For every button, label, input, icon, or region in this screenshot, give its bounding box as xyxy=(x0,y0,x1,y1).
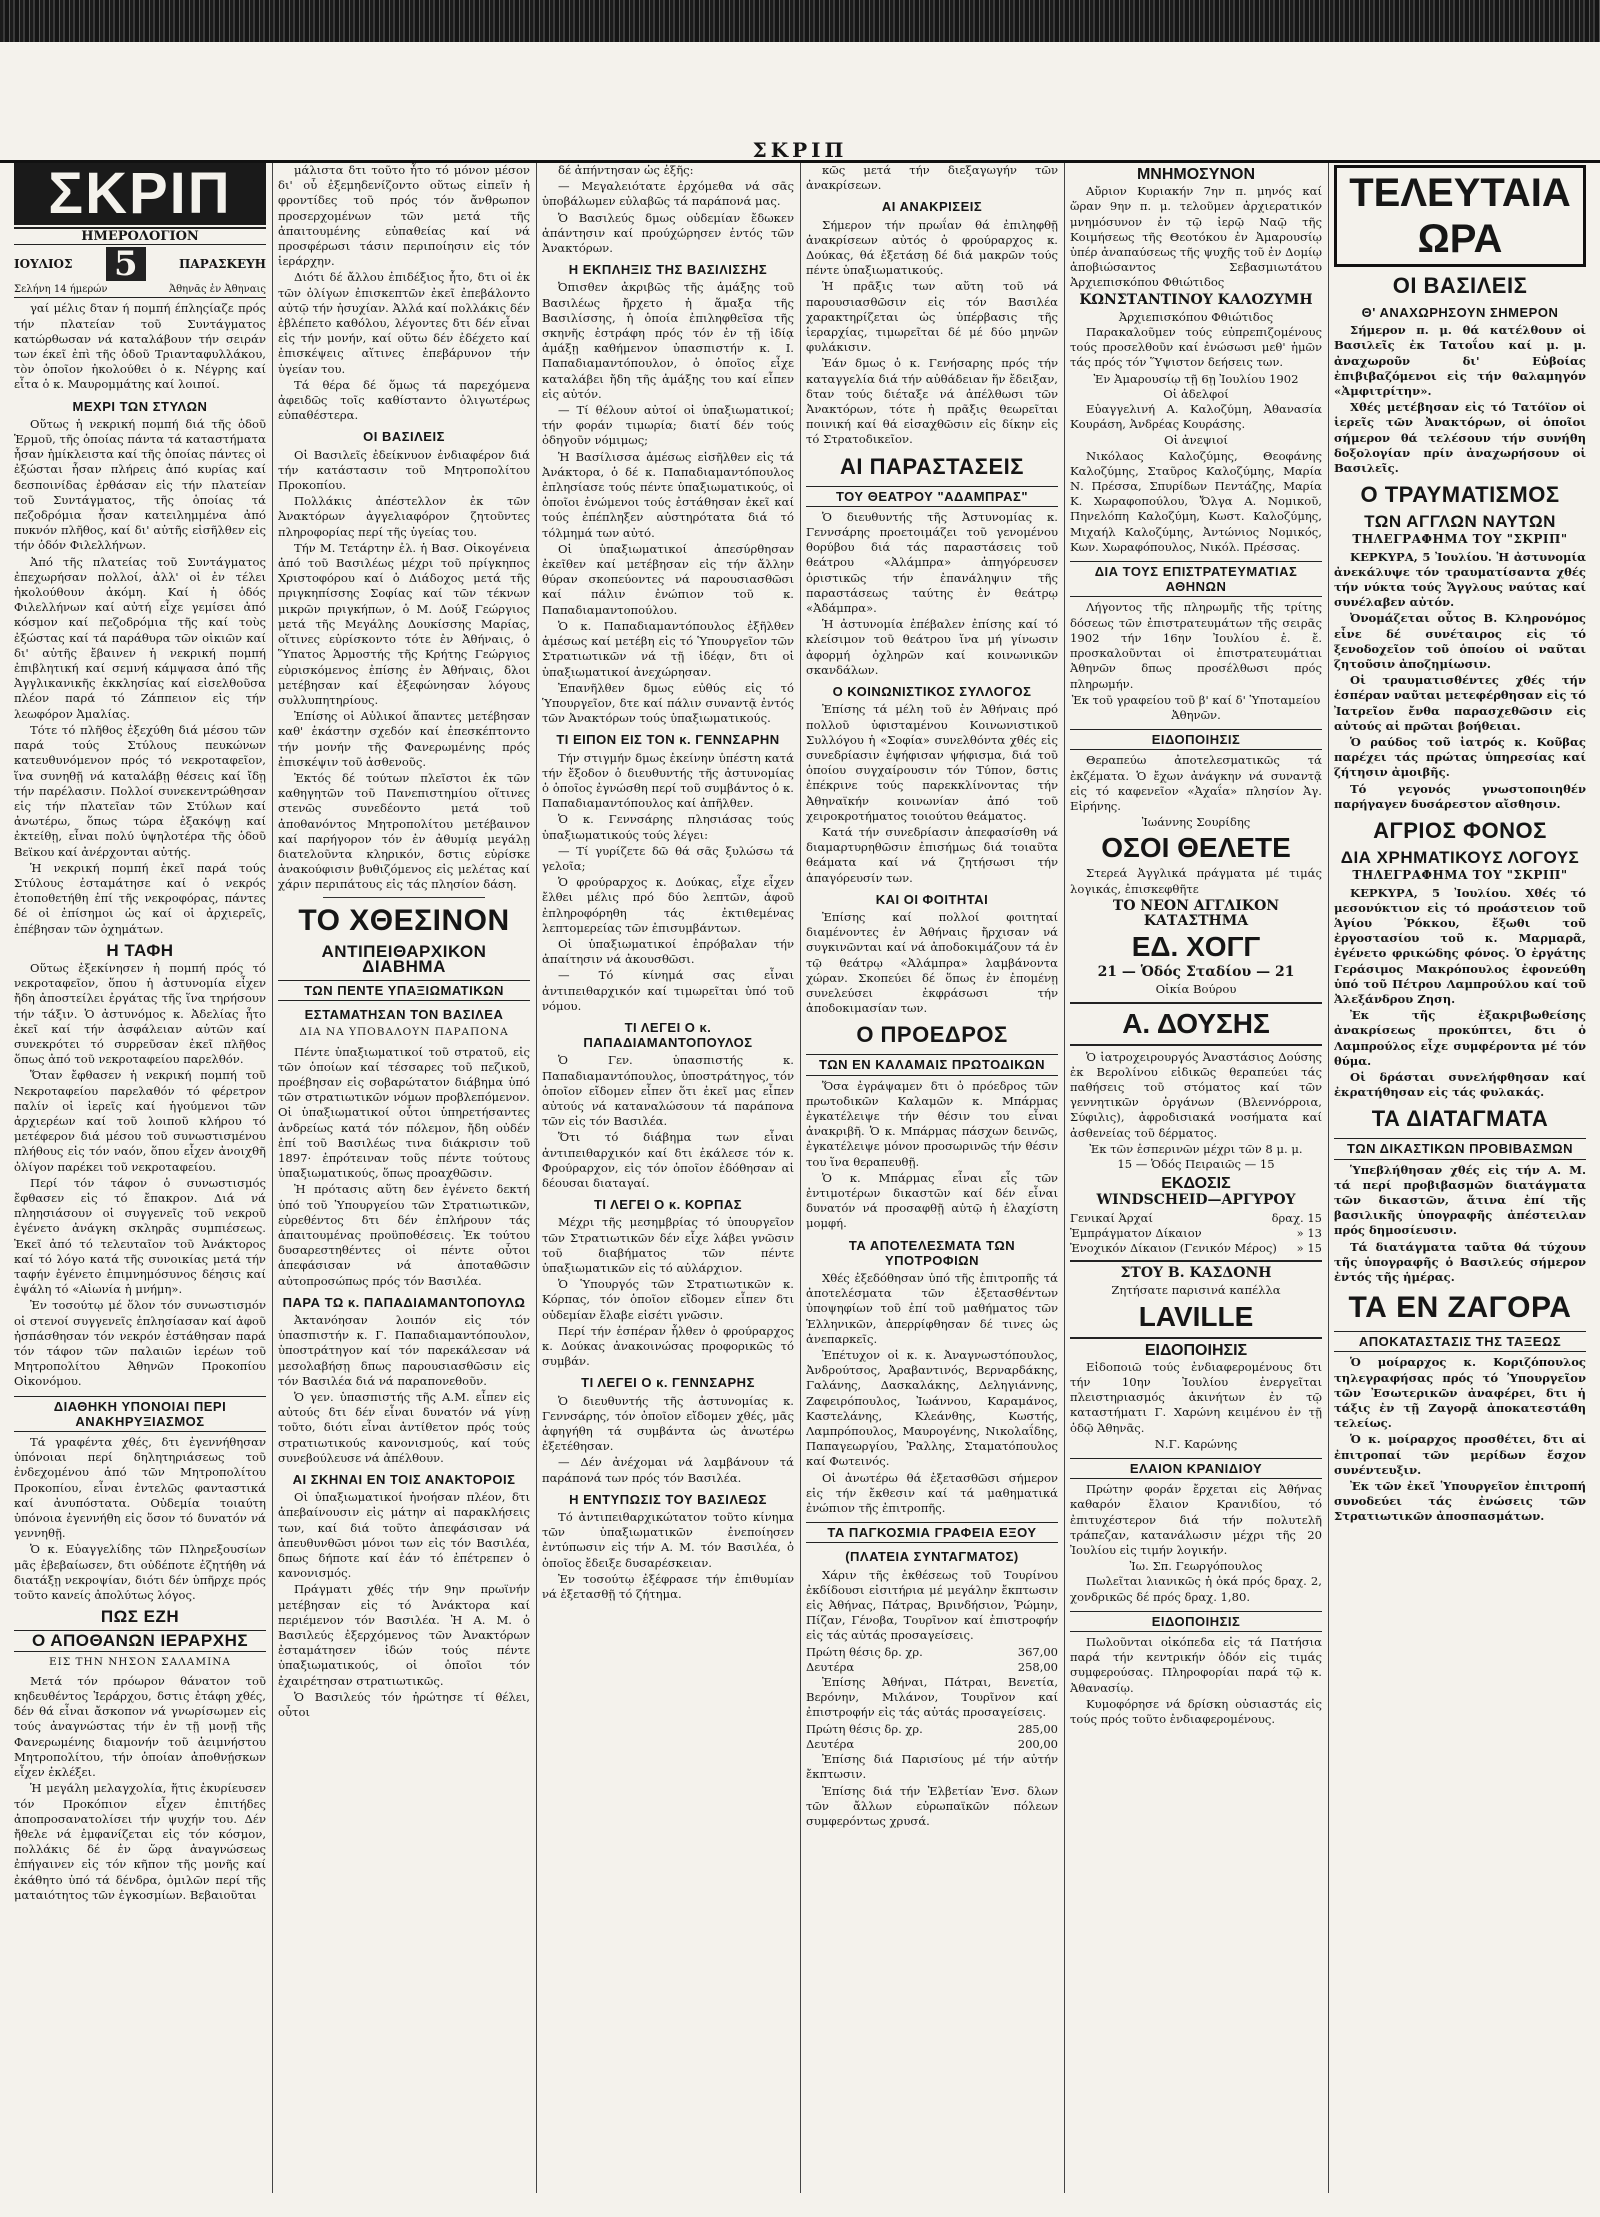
headline-sub-2: ΔΙΑ ΝΑ ΥΠΟΒΑΛΟΥΝ ΠΑΡΑΠΟΝΑ xyxy=(299,1026,509,1039)
section-heading: ΤΙ ΛΕΓΕΙ Ο κ. ΠΑΠΑΔΙΑΜΑΝΤΟΠΟΥΛΟΣ xyxy=(583,1019,753,1051)
section-heading: ΑΙ ΠΑΡΑΣΤΑΣΕΙΣ xyxy=(840,453,1024,479)
article-paragraph: Ἡ Βασίλισσα ἀμέσως εἰσῆλθεν εἰς τά Ἀνάκτορα, ὁ δέ κ. Παπαδιαμαντόπουλος ἐπλησίασε τούς πέντε ὑπαξιωματικούς, οἱ ὁποῖοι ἐνώμενοι τούς ἐστάθησαν ἐκεῖ καί τούς ἐπέπληξεν αὐστηρότατα διά τό τόλμημά των αὐτό. xyxy=(542,449,794,540)
article-paragraph: Οἱ τραυματισθέντες χθές τήν ἑσπέραν ναῦται μετεφέρθησαν εἰς τό Ἰατρεῖον ἔνθα παρασχεθῶσιν εἰς αὐτούς αἱ πρῶται βοήθειαι. xyxy=(1334,673,1586,733)
cable-label: ΤΗΛΕΓΡΑΦΗΜΑ ΤΟΥ "ΣΚΡΙΠ" xyxy=(1352,868,1568,883)
article-paragraph: Πράγματι χθές τήν 9ην πρωϊνήν μετέβησαν εἰς τό Ἀνάκτορα καί περιέμενον τόν Βασιλέα. Ἠ Α. Μ. ὁ Βασιλεύς ἐξερχόμενος τῶν Ἀνακτόρων ἐσταμάτησεν ἰδών τούς πέντε ὑπαξιωματικούς, οἱ ὁποῖοι τόν ἐχαιρέτησαν στρατιωτικῶς. xyxy=(278,1582,530,1688)
ad-address: 21 — Ὁδός Σταδίου — 21 xyxy=(1097,964,1295,981)
price-row xyxy=(1070,1226,1322,1241)
running-title: ΣΚΡΙΠ xyxy=(752,138,848,162)
ad-signature-label: Οἱ ἀνεψιοί xyxy=(1164,433,1228,448)
ad-text: Κυμοφόρησε νά δρίσκη οὐσιαστάς εἰς τούς πρός τοῦτο ἐνδιαφερομένους. xyxy=(1070,1696,1322,1727)
ad-name: ΚΩΝΣΤΑΝΤΙΝΟΥ ΚΑΛΟΖΥΜΗ xyxy=(1079,291,1313,308)
column-4 xyxy=(806,163,1058,2193)
price-label: Ἐμπράγματον Δίκαιον xyxy=(1070,1225,1202,1240)
column-2 xyxy=(278,163,530,2193)
ad-heading: ΜΝΗΜΟΣΥΝΟΝ xyxy=(1136,166,1256,183)
article-paragraph: Ὁ μοίραρχος κ. Κοριζόπουλος τηλεγραφήσας πρός τό Ὑπουργεῖον τῶν Ἐσωτερικῶν ἀναφέρει, δτι ἡ τάξις ἐν τῇ Ζαγορᾷ ἀποκατεστάθη τελείως. xyxy=(1334,1355,1586,1431)
article-paragraph: Διότι δέ ἄλλου ἐπιδέξιος ἦτο, δτι οἱ ἐκ τῶν ὀλίγων ἐπισκεπτῶν ἐκεῖ ἐπεβάλοντο αὐτῷ τήν ἡσυχίαν. Ἀλλά καί πολλάκις δέν ἐβλέπετο καθόλου, λέγοντες δτι δέν εἶναι εἰς τήν μονήν, καί οὕτω δέν ἐδέχετο καί ἐπισκέψεις αἵτινες ἐπεβάρυνον τήν ὑγείαν του. xyxy=(278,270,530,376)
section-heading: ΤΙ ΛΕΓΕΙ Ο κ. ΚΟΡΠΑΣ xyxy=(593,1197,743,1213)
article-paragraph: Περί τήν ἑσπέραν ἦλθεν ὁ φρούραρχος κ. Δούκας ἀνακοινώσας προφορικῶς τό συμβάν. xyxy=(542,1323,794,1369)
page-header xyxy=(0,138,1600,163)
column-rule xyxy=(536,163,537,2193)
article-paragraph: Ἐπίσης καί πολλοί φοιτηταί διαμένοντες ἐν Ἀθήναις ἤρχισαν νά συγκινῶνται καί νά ἀποδοκιμάζουν τά ἐν τῷ θεάτρῳ «Ἀλάμπρα» λαμβάνοντα χώραν. Σκοπεύει δέ ὅπως ἐν ἐπομένῃ συνελεύσει ἐκφράσωσι τήν ἀποδοκιμασίαν των. xyxy=(806,909,1058,1016)
article-paragraph: Ἐπίσης οἱ Αὐλικοί ἅπαντες μετέβησαν καθ' ἑκάστην σχεδόν καί ἐπεσκέπτοντο τήν μονήν τῆς Φανερωμένης πρός ἐπισκέψιν τοῦ ἀσθενοῦς. xyxy=(278,709,530,769)
article-paragraph: Τήν στιγμήν δμως ἐκείνην ὑπέστη κατά τήν ἔξοδον ὁ διευθυντής τῆς ἀστυνομίας ὁ ὁποῖος ἐγνώσθη περί τοῦ συμβάντος ὁ κ. Παπαδιαμαντόπουλος καί ἀπῆλθεν. xyxy=(542,750,794,811)
article-paragraph: Ὁ κ. μοίραρχος προσθέτει, δτι αἱ ἐπιτροπαί τῶν μερίδων ἔσχον συνέντευξιν. xyxy=(1334,1432,1586,1477)
article-paragraph: κῶς μετά τήν διεξαγωγήν τῶν ἀνακρίσεων. xyxy=(806,163,1058,193)
divider xyxy=(323,897,484,898)
article-paragraph: Ὑπεβλήθησαν χθές εἰς τήν Α. Μ. τά περί προβιβασμῶν διατάγματα τῶν δικαστῶν, ἅτινα ἐπί τῆς βασιλικῆς ὑπογραφῆς ἀπέστειλαν πρός δημοσίευσιν. xyxy=(1334,1162,1586,1238)
ad-role: Ἀρχιεπισκόπου Φθιώτιδος xyxy=(1118,309,1274,324)
article-paragraph: Ἐπανῆλθεν δμως εὐθύς εἰς τό Ὑπουργεῖον, δτε καί πάλιν συναντᾷ ἐντός τῶν Ἀνακτόρων τούς ὑπαξιωματικούς. xyxy=(542,680,794,726)
article-paragraph: Χθές ἐξεδόθησαν ὑπό τῆς ἐπιτροπῆς τά ἀποτελέσματα τῶν ἐξετασθέντων ὑποψηφίων τοῦ ἐπί τοῦ μαθήματος τῶν Ἑλληνικῶν, ἀπερρίφθησαν δέ τινες ὡς ἀνεπαρκεῖς. xyxy=(806,1271,1058,1346)
article-paragraph: Ὁ Ὑπουργός τῶν Στρατιωτικῶν κ. Κόρπας, τόν ὁποῖον εἴδομεν εἶπεν δτι οὐδεμίαν ἔλαβε εἰσέτι γνῶσιν. xyxy=(542,1277,794,1322)
scan-top-band xyxy=(0,0,1600,42)
article-paragraph: — Τί γυρίζετε δῶ θά σᾶς ξυλώσω τά γελοῖα; xyxy=(542,843,794,873)
cable-label: ΤΗΛΕΓΡΑΦΗΜΑ ΤΟΥ "ΣΚΡΙΠ" xyxy=(1352,532,1568,547)
section-heading: ΑΓΡΙΟΣ ΦΟΝΟΣ xyxy=(1373,818,1547,844)
article-paragraph: Οἱ ὑπαξιωματικοί ἐπρόβαλαν τήν ἀπαίτησιν νά ἀκουσθῶσι. xyxy=(542,936,794,967)
ad-heading: ΕΙΔΟΠΟΙΗΣΙΣ xyxy=(1144,1341,1248,1359)
article-paragraph: Σήμερον τήν πρωΐαν θά ἐπιληφθῇ ἀνακρίσεων αὐτός ὁ φρούραρχος κ. Δούκας, θά ἐξετάσῃ δέ διά μακρῶν τούς πέντε ὑπαξιωματικούς. xyxy=(806,217,1058,278)
section-heading: ΤΙ ΛΕΓΕΙ Ο κ. ΓΕΝΝΣΑΡΗΣ xyxy=(581,1375,755,1391)
price-label: Ἐνοχικόν Δίκαιον (Γενικόν Μέρος) xyxy=(1070,1240,1277,1255)
article-paragraph: Ἡ ἀστυνομία ἐπέβαλεν ἐπίσης καί τό κλείσιμον τοῦ θεάτρου ἵνα μή γίνωσιν ἀφορμή ὀχληρῶν καί κοινωνικῶν σκανδάλων. xyxy=(806,617,1058,677)
price-value: δραχ. 15 xyxy=(1271,1210,1322,1225)
fare-value: 367,00 xyxy=(1017,1644,1058,1659)
section-heading: ΜΕΧΡΙ ΤΩΝ ΣΤΥΛΩΝ xyxy=(72,398,208,414)
section-heading: ΚΑΙ ΟΙ ΦΟΙΤΗΤΑΙ xyxy=(875,891,989,907)
article-paragraph: Μέχρι τῆς μεσημβρίας τό ὑπουργεῖον τῶν Στρατιωτικῶν δέν εἶχε λάβει γνῶσιν τοῦ διαβήματος τῶν πέντε ὑπαξιωματικῶν εἰς τό αὐλάρχιον. xyxy=(542,1215,794,1276)
section-heading: Ο ΚΟΙΝΩΝΙΣΤΙΚΟΣ ΣΥΛΛΟΓΟΣ xyxy=(832,684,1032,700)
article-paragraph: δέ ἀπήντησαν ὡς ἑξῆς: xyxy=(558,163,694,177)
ad-building: Οἰκία Βούρου xyxy=(1155,982,1237,997)
lunar-right: Ἀθηνᾶς ἐν Ἀθηναις xyxy=(168,284,266,296)
column-1 xyxy=(14,163,266,2193)
ad-box xyxy=(1070,1260,1322,1338)
article-paragraph: Οἱ ὑπαξιωματικοί ἀπεσύρθησαν ἐκεῖθεν καί μετέβησαν εἰς τήν ἄλλην θύραν σκοπεύοντες νά παρουσιασθῶσι καί πάλιν ἐνώπιον τοῦ κ. Παπαδιαμαντοπούλου. xyxy=(542,541,794,617)
column-rule xyxy=(1064,163,1065,2193)
fare-value: 200,00 xyxy=(1017,1736,1058,1751)
ad-text: Ζητήσατε παρισινά καπέλλα xyxy=(1111,1283,1281,1298)
ad-text: Αὔριον Κυριακήν 7ην π. μηνός καί ὥραν 9ην π. μ. τελοῦμεν ἀρχιερατικόν μνημόσυνον ἐν τῷ ἱερῷ Ναῷ τῆς Κοιμήσεως τῆς Θεοτόκου ἐν Ἀμαρουσίῳ ὑπέρ ἀναπαύσεως τῆς ψυχῆς τοῦ ἐν Δομίῳ ἀποβιώσαντος Σεβασμιωτάτου Ἀρχιεπισκόπου Φθιώτιδος xyxy=(1070,184,1322,290)
article-paragraph: μάλιστα δτι τοῦτο ἦτο τό μόνον μέσον δι' οὗ ἐξεμηδενίζοντο οὕτως εἰπεῖν ἡ φροντίδες τοῦ πρός τόν ἄνθρωπον προσερχομένων τῶν μετά τῆς ἀπαιτουμένης εὐπαθείας καί νά προσφέρωσι τάσιν περιποίησιν εἰς τόν ἱεράρχην. xyxy=(278,163,530,269)
article-paragraph: Ἐπίσης τά μέλη τοῦ ἐν Ἀθήναις πρό πολλοῦ ὑφισταμένου Κοινωνιστικοῦ Συλλόγου ἡ «Σοφία» συνελθόντα χθές εἰς συνεδρίασιν ἐψήφισαν ψήφισμα, διά τοῦ ὁποίου συγχαίρουσιν τόν Τύπον, δστις ἐπέκρινε τούς παρεκκλίνοντας τήν Ἀθηναϊκήν κοινωνίαν ἀπό τοῦ χειροκροτήματος τοιούτου θεάματος. xyxy=(806,702,1058,823)
column-3 xyxy=(542,163,794,2193)
article-paragraph: Οἱ Βασιλεῖς ἐδείκνυον ἐνδιαφέρον διά τήν κατάστασιν τοῦ Μητροπολίτου Προκοπίου. xyxy=(278,447,530,493)
article-paragraph: Ἡ πρᾶξις των αὕτη τοῦ νά παρουσιασθῶσιν εἰς τόν Βασιλέα χαρακτηρίζεται ὡς ὑπέρβασις τῆς ἱεραρχίας, τιμωρεῖται δέ μέ δύο μηνῶν φυλάκισιν. xyxy=(806,279,1058,355)
ad-text: Νικόλαος Καλοζύμης, Θεοφάνης Καλοζύμης, Σταῦρος Καλοζύμης, Μαρία Ν. Πρέσσα, Σπυρίδων Πεντάζης, Μαρία Κ. Χωραφοπούλου, Ὄλγα Α. Νομικοῦ, Πηνελόπη Καλοζύμη, Κωστ. Καλοζύμης, Μιχαήλ Καλοζύμης, Ἀντώνιος Νομικός, Κων. Χωραφόπουλος, Νικόλ. Πρέσσας. xyxy=(1070,448,1322,554)
price-row xyxy=(1070,1211,1322,1226)
section-heading: ΑΙ ΣΚΗΝΑΙ ΕΝ ΤΟΙΣ ΑΝΑΚΤΟΡΟΙΣ xyxy=(292,1472,516,1488)
article-paragraph: Τά γραφέντα χθές, δτι ἐγεννήθησαν ὑπόνοιαι περί δηλητηριάσεως τοῦ ἐνδεχομένου ἀπό τῶν Μητροπολίτου Προκοπίου, εἶναι ἐντελῶς φανταστικά καί ἀνυπόστατα. Οὐδεμία τοιαύτη ὑπόνοια ἐγεννήθη εἰς ὅσον τό δυνατόν νά γεννηθῇ. xyxy=(14,1435,266,1541)
article-paragraph: Ὁ κ. Μπάρμας εἶναι εἷς τῶν ἐντιμοτέρων δικαστῶν καί δέν εἶναι δυνατόν νά προσαφθῇ αὐτῷ ἡ ἐλαχίστη μομφή. xyxy=(806,1170,1058,1231)
section-heading-2: ΤΩΝ ΔΙΚΑΣΤΙΚΩΝ ΠΡΟΒΙΒΑΣΜΩΝ xyxy=(1334,1138,1586,1159)
article-paragraph: Ἐκτός δέ τούτων πλεῖστοι ἐκ τῶν καθηγητῶν τοῦ Πανεπιστημίου οἵτινες στενῶς συνεδέοντο μετά τοῦ ἀποθανόντος Μητροπολίτου μετέβαινον καί παρήγορον τόν ἐν ἀθυμίᾳ μεγάλῃ διατελοῦντα κληρικόν, δστις εὑρίσκε ἀνακούφισιν βυθιζόμενος εἰς μελέτας καί χάριν περιπάτους εἰς τάς πλησίον δάση. xyxy=(278,770,530,892)
ad-text: Εὐαγγελινή Α. Καλοζύμη, Ἀθανασία Κουράση, Ἀνδρέας Κουράσης. xyxy=(1070,402,1322,432)
ad-text: Στερεά Ἀγγλικά πράγματα μέ τιμάς λογικάς, ἐπισκεφθῆτε xyxy=(1070,866,1322,896)
fare-value: 258,00 xyxy=(1017,1659,1058,1674)
price-row xyxy=(1070,1241,1322,1256)
article-paragraph: Ὅταν ἔφθασεν ἡ νεκρική πομπή τοῦ Νεκροταφείου παρελαθόν τό φέρετρον παλίν οἱ ἱερεῖς καί ἡγούμενοι τῶν ἀρχιερέων καί τοῦ λοιποῦ κλήρου τό μετέφερον διά μέσου τοῦ συνωστισμένου πλήθους εἰς τόν ναόν, ὅπου εἶχεν ἀνοιχθῆ ὀλίγον παρέκει τοῦ νεκροταφείου. xyxy=(14,1068,266,1174)
ad-heading: ΣΤΟΥ Β. ΚΑΣΔΟΝΗ xyxy=(1120,1265,1272,1282)
ad-box xyxy=(1070,1002,1322,1046)
section-heading: Ο ΑΠΟΘΑΝΩΝ ΙΕΡΑΡΧΗΣ xyxy=(14,1630,266,1651)
fare-row xyxy=(806,1660,1058,1675)
ad-signature: Ἰω. Σπ. Γεωργόπουλος xyxy=(1129,1559,1263,1574)
fare-label: Δευτέρα xyxy=(806,1736,855,1751)
column-rule xyxy=(272,163,273,2193)
lunar-left: Σελήνη 14 ήμερών xyxy=(14,284,108,296)
article-paragraph: Οἱ ἀνωτέρω θά ἐξετασθῶσι σήμερον εἰς τήν ἔκθεσιν καί τά μαθηματικά ἐνώπιον τῆς ἐπιτροπῆς. xyxy=(806,1470,1058,1516)
article-paragraph: Ὁ Βασιλεύς τόν ἠρώτησε τί θέλει, οὗτοι xyxy=(278,1689,530,1720)
article-paragraph: Τότε τό πλῆθος ἐξεχύθη διά μέσου τῶν παρά τούς Στύλους πευκώνων κατευθυνόμενον πρός τό νεκροταφεῖον, ἵνα συνηθῇ νά καταλάβῃ θέσεις καί ἴδῃ τήν παρέλασιν. Πολλοί συνεκεντρώθησαν εἰς τήν πλατεῖαν τῶν Στύλων καί ἀνωτέρω, ὅπως τώρα ἐξακόψῃ καί ἐκτείθῃ, εἶναι πολύ ὑψηλοτέρα τῆς ὁδοῦ Βεϊκου καί ἀνέρχονται αὐτής. xyxy=(14,722,266,859)
article-paragraph: Ὅσα ἐγράψαμεν δτι ὁ πρόεδρος τῶν πρωτοδικῶν Καλαμῶν κ. Μπάρμας ἐγκατέλειψε τήν θέσιν του εἶναι ἀνακριβῆ. Ὁ κ. Μπάρμας πάσχων δεινῶς, ἐγκατέλειψε μόνον προσωρινῶς τήν θέσιν του ἵνα θεραπευθῇ. xyxy=(806,1078,1058,1169)
section-heading: ΔΙΑΘΗΚΗ ΥΠΟΝΟΙΑΙ ΠΕΡΙ ΑΝΑΚΗΡΥΞΙΑΣΜΟΣ xyxy=(14,1396,266,1432)
section-heading: ΤΟΥ ΘΕΑΤΡΟΥ "ΑΔΑΜΠΡΑΣ" xyxy=(806,486,1058,507)
article-paragraph: — Τό κίνημά σας εἶναι ἀντιπειθαρχικόν καί τιμωρεῖται ὑπό τοῦ νόμου. xyxy=(542,968,794,1013)
fare-label: Δευτέρα xyxy=(806,1659,855,1674)
article-paragraph: Ἐκ τῶν ἐκεῖ Ὑπουργεῖον ἐπιτροπή συνοδεύει τάς ἐνώσεις τῶν Στρατιωτικῶν ἀποσπασμάτων. xyxy=(1334,1479,1586,1524)
article-paragraph: Μετά τόν πρόωρον θάνατον τοῦ κηδευθέντος Ἱεράρχου, δστις ἐτάφη χθές, δέν θά εἶναι ἄσκοπον νά γνωρίσωμεν εἰς τούς ἀναγνώστας τήν ἐν τῇ μονῇ τῆς Φανερωμένης διαμονήν τοῦ ἀειμνήστου Μητροπολίτου, τήν ὁποίαν ἀποθνῄσκων εἶχεν ἐκλέξει. xyxy=(14,1673,266,1780)
fare-value: 285,00 xyxy=(1017,1721,1058,1736)
ad-heading-2: WINDSCHEID—ΑΡΓΥΡΟΥ xyxy=(1096,1192,1296,1209)
fare-row xyxy=(806,1645,1058,1660)
section-heading: ΤΑ ΕΝ ΖΑΓΟΡΑ xyxy=(1348,1291,1572,1325)
headline: ΤΟ ΧΘΕΣΙΝΟΝ xyxy=(298,903,510,937)
section-subheading: Θ' ΑΝΑΧΩΡΗΣΟΥΝ ΣΗΜΕΡΟΝ xyxy=(1361,305,1559,320)
ad-shop-name: ΕΔ. ΧΟΓΓ xyxy=(1131,931,1261,963)
section-heading: ΠΩΣ ΕΖΗ xyxy=(100,1607,180,1627)
article-paragraph: Ὁ Βασιλεύς δμως οὐδεμίαν ἔδωκεν ἀπάντησιν καί προύχώρησεν ἐντός τῶν Ἀνακτόρων. xyxy=(542,210,794,256)
column-rule xyxy=(1328,163,1329,2193)
article-paragraph: Ἐπέτυχον οἱ κ. κ. Ἀναγνωστόπουλος, Ἀνδρούτσος, Ἀραβαντινός, Βερναρδάκης, Γαλάνης, Δασκαλάκης, Δεληγιάννης, Ζαφειρόπουλος, Ἰωάννου, Καραμάνος, Καστελάνης, Κλεάνθης, Κωστής, Λαμπρόπουλος, Μαυρογένης, Νικολαΐδης, Παπαγεωργίου, Ῥαλλης, Σταματόπουλος καί Φωτεινός. xyxy=(806,1348,1058,1469)
ad-text: Πωλεῖται λιανικῶς ἡ ὀκά πρός δραχ. 2, χονδρικῶς δέ πρός δραχ. 1,80. xyxy=(1070,1574,1322,1604)
article-paragraph: Ὀπισθεν ἀκριβῶς τῆς ἁμάξης τοῦ Βασιλέως ἤρχετο ἡ ἅμαξα τῆς Βασιλίσσης, ἡ ὁποία ἐπιληφθεῖσα τῆς σκηνῆς ἐστράφη πρός τόν ἐν τῇ ἰδίᾳ ἁμάξῃ καθήμενον ὑπασπιστήν κ. Ι. Παπαδιαμαντόπουλον, ὁ ὁποῖος εἶχε καταλάβει ἤδη τῆς ἁμάξης του καί εἶπεν εἰς αὐτόν. xyxy=(542,280,794,401)
fare-row xyxy=(806,1722,1058,1737)
price-value: » 15 xyxy=(1296,1240,1322,1255)
article-paragraph: Ἐπίσης Ἀθήναι, Πάτραι, Βενετία, Βερόνην, Μιλάνον, Τουρῖνον καί ἐπιστροφήν εἰς τάς αὐτάς προσαγείσεις. xyxy=(806,1675,1058,1720)
ad-heading: ΟΣΟΙ ΘΕΛΕΤΕ xyxy=(1101,832,1291,864)
article-paragraph: Περί τόν τάφον ὁ συνωστισμός ἔφθασεν εἰς τό ἔπακρον. Διά νά πληησιάσουν οἱ συγγενεῖς τοῦ νεκροῦ ἐγένετο ἀνάγκη σκληρᾶς συμπιέσεως. Ἐκεῖ ἀπό τό τελευταῖον τοῦ Ἀνάκτορος καί τό λόγο κατά τῆς συνοικίας μετά τήν ταφήν ἐγένετο ἐπιμνημόσυνος δέησις καί ἐψάλη τό «Αἰωνία ἡ μνήμη». xyxy=(14,1175,266,1297)
article-paragraph: Ὁ κ. Εὐαγγελίδης τῶν Πληρεξουσίων μᾶς ἐβεβαίωσεν, δτι οὐδέποτε ἐζητήθη νά διατάξῃ νεκροψίαν, διότι δέν ὑπῆρχε πρός τοῦτο κανείς ἀπολύτως λόγος. xyxy=(14,1542,266,1603)
ad-signature-label: Οἱ ἀδελφοί xyxy=(1163,386,1229,401)
article-paragraph: ΚΕΡΚΥΡΑ, 5 Ἰουλίου. Ἡ ἀστυνομία ἀνεκάλυψε τόν τραυματίσαντα χθές τήν νύκτα τούς Ἄγγλους ναύτας καί συνέλαβεν αὐτόν. xyxy=(1334,549,1586,610)
article-paragraph: — Τί θέλουν αὐτοί οἱ ὑπαξιωματικοί; τήν φοράν τιμωρία; διατί δέν τούς ὁδηγοῦν νόμιμως; xyxy=(542,403,794,448)
article-paragraph: Ἀπό τῆς πλατείας τοῦ Συντάγματος ἐπεχωρήσαν πολλοί, ἀλλ' οἱ ἐν τέλει ἠκολούθουν ἀκόμη. Καί ἡ ὁδός Φιλελλήνων καί αὐτή εἶχε γεμίσει ἀπό κόσμον καί πεζοδρόμια τῆς καί τοὺς ἐξώστας καί τά παράθυρα τῶν οἰκιῶν καί δι' αὐτῆς ἔβαινεν ἡ νεκρική πομπή ἐπιβλητική καί σεμνή κάμψασα ἀπό τῆς Ἀγγλικανικῆς ἐκκλησίας καί εἰσελθοῦσα πλέον παρά τό Ζάππειον εἰς τήν λεωφόρον Ἀμαλίας. xyxy=(14,554,266,721)
article-paragraph: Ἐπίσης διά τήν Ἐλβετίαν Ἐνσ. δλων τῶν ἄλλων εὐρωπαϊκῶν πόλεων συμφερόντως χρυσά. xyxy=(806,1783,1058,1828)
calendar-dateline xyxy=(14,244,266,285)
section-heading-2: ΔΙΑ ΧΡΗΜΑΤΙΚΟΥΣ ΛΟΓΟΥΣ xyxy=(1340,848,1580,868)
section-heading: Η ΤΑΦΗ xyxy=(106,940,174,960)
article-paragraph: Ὀνομάζεται οὗτος Β. Κληρονόμος εἶνε δέ συνέταιρος εἰς τό ξενοδοχεῖον τοῦ ὁποίου οἱ ναῦται ζητοῦσιν ἀποζημίωσιν. xyxy=(1334,611,1586,672)
calendar-title: ΗΜΕΡΟΛΟΓΙΟΝ xyxy=(14,227,266,245)
section-heading: Η ΕΝΤΥΠΩΣΙΣ ΤΟΥ ΒΑΣΙΛΕΩΣ xyxy=(569,1491,767,1507)
article-paragraph: Ὁ ραύδος τοῦ ἰατρός κ. Κοῦβας παρέχει τάς πρώτας ὑπηρεσίας καί ζήτησιν ἀμοιβῆς. xyxy=(1334,735,1586,780)
article-paragraph: Ὁ διευθυντής τῆς ἀστυνομίας κ. Γεννσάρης, τόν ὁποῖον εἴδομεν χθές, μᾶς ἀφηγήθη τά συμβάντα ὡς ἀνωτέρω ἐξετέθησαν. xyxy=(542,1393,794,1454)
article-paragraph: Οὕτως ἡ νεκρική πομπή διά τῆς ὁδοῦ Ἑρμοῦ, τῆς ὁποίας πάντα τά καταστήματα ἦσαν ἡμίκλειστα καί τῆς ὁποίας πάντες οἱ ἐξώσται ἦσαν πλήρεις ἀπό κυρίας καί δεσποινίδας ἐρθάσαν εἰς τήν πλατείαν τοῦ Συντάγματος, τῆς ὁποίας τά πεζοδρόμια ἦσαν κατειλημμένα ἀπό πυκνόν πλῆθος, καί δι' αὐτῆς εἰσῆλθεν εἰς τήν ὁδόν Φιλελλήνων. xyxy=(14,416,266,553)
masthead: ΣΚΡΙΠ xyxy=(14,163,266,225)
price-value: » 13 xyxy=(1296,1225,1322,1240)
headline-sub: ΕΣΤΑΜΑΤΗΣΑΝ ΤΟΝ ΒΑΣΙΛΕΑ xyxy=(304,1007,504,1023)
article-paragraph: Σήμερον π. μ. θά κατέλθουν οἱ Βασιλεῖς ἐκ Τατοΐου καί μ. μ. ἀναχωροῦν δι' Εὐβοίας ἐπιβιβαζόμενοι εἰς τήν θαλαμηγόν «Ἀμφιτρίτην». xyxy=(1334,323,1586,399)
fare-label: Πρώτη θέσις δρ. χρ. xyxy=(806,1721,923,1736)
section-subheading: ΕΙΣ ΤΗΝ ΝΗΣΟΝ ΣΑΛΑΜΙΝΑ xyxy=(48,1655,231,1668)
article-paragraph: Ἡ νεκρική πομπή ἐκεῖ παρά τούς Στύλους ἐσταμάτησε καί ὁ νεκρός ἐτοποθετήθη ἐπί τῆς νεκροφόρας, πάντες δέ οἱ ἐπίσημοι ὡς καί οἱ ἀρχιερεῖς, ἐπέβησαν τῶν ὀχημάτων. xyxy=(14,860,266,936)
fare-label: Πρώτη θέσις δρ. χρ. xyxy=(806,1644,923,1659)
article-paragraph: Τό ἀντιπειθαρχικώτατον τοῦτο κίνημα τῶν ὑπαξιωματικῶν ἐνεποίησεν ἐντύπωσιν εἰς τήν Α. Μ. τόν Βασιλέα, ὁ ὁποῖος ἔδειξε δυσαρέσκειαν. xyxy=(542,1510,794,1570)
column-rule xyxy=(800,163,801,2193)
section-heading-2: ΑΠΟΚΑΤΑΣΤΑΣΙΣ ΤΗΣ ΤΑΞΕΩΣ xyxy=(1334,1331,1586,1352)
article-paragraph: Ὁ φρούραρχος κ. Δούκας, εἶχε εἶχεν ἔλθει μέλις πρό δύο λεπτῶν, ἀφοῦ ἐπληροφόρηθη τάς ἐκτιθεμένας λεπτομερείας τῶν ἐπισυμβάντων. xyxy=(542,875,794,935)
article-paragraph: Πέντε ὑπαξιωματικοί τοῦ στρατοῦ, εἰς τῶν ὁποίων καί τέσσαρες τοῦ πεζικοῦ, προέβησαν εἰς σοβαρώτατον διάβημα ὑπό τῶν στρατιωτικῶν νόμων προβλεπόμενον. Οἱ ὑπαξιωματικοί οὗτοι ὑπηρετήσαντες ἀνδρείως κατά τόν πόλεμον, ἤδη οὐδέν ἐπί τοῦ Βασιλέως τινα διάκρισιν τοῦ 1897· ἐπρότειναν τοῦς πέντε τούτους ὑπαξιωματικούς, ὅπως προαχθῶσιν. xyxy=(278,1044,530,1181)
article-paragraph: Τά θέρα δέ ὅμως τά παρεχόμενα ἀφειδῶς τοῖς καθίσταντο ὀλιγωτέρως εὐπαθέστερα. xyxy=(278,377,530,423)
ad-text: Λήγοντος τῆς πληρωμῆς τῆς τρίτης δόσεως τῶν ἐπιστρατευμάτων τῆς σειρᾶς 1902 τήν 16ην Ἰουλίου ἐ. ἔ. προσκαλοῦνται οἱ ἐπιστρατευμάτιαι Ἀθηνῶν δπως προσέλθωσι πρός πληρωμήν. xyxy=(1070,600,1322,691)
price-label: Γενικαί Ἀρχαί xyxy=(1070,1210,1153,1225)
article-paragraph: Ὁ κ. Παπαδιαμαντόπουλος ἐξῆλθεν ἀμέσως καί μετέβη εἰς τό Ὑπουργεῖον τῶν Στρατιωτικῶν νά τῇ ἰδέᾳν, δτι οἱ ὑπαξιωματικοί ἀνεχώρησαν. xyxy=(542,618,794,679)
ad-text: Θεραπεύω ἀποτελεσματικῶς τά ἐκζέματα. Ὁ ἔχων ἀνάγκην νά συναντᾷ εἰς τό καφενεῖον «Ἀχαΐα» πλησίον Ἀγ. Εἰρήνης. xyxy=(1070,753,1322,813)
section-heading: Ο ΤΡΑΥΜΑΤΙΣΜΟΣ xyxy=(1360,482,1560,508)
article-paragraph: Ἐάν δμως ὁ κ. Γενήσαρης πρός τήν καταγγελία διά τήν αὐθάδειαν ἥν ἔδειξαν, δταν τούς διέταξε νά ἀπέλθωσι τῶν Ἀνακτόρων, τότε ἡ πρᾶξις θεωρεῖται ποινική καί θά εἰσαχθῶσιν εἰς δίκην εἰς τό Στρατοδικεῖον. xyxy=(806,356,1058,447)
article-paragraph: γαί μέλις δταν ή πομπή έπληςίαζε πρός τήν πλατείαν τοῦ Συντάγματος κατώρθωσαν νά καταλάβουν τήν σειράν των έκεῖ ἐπὶ τῆς ὁδοῦ Τριανταφυλλάκου, τὸν ὁποῖον ἠκολούθει ὁ κ. Νέγρης καί εἶτα ὁ κ. Μαυρομμάτης καί λοιποί. xyxy=(14,301,266,392)
headline-line-3: ΤΩΝ ΠΕΝΤΕ ΥΠΑΞΙΩΜΑΤΙΚΩΝ xyxy=(278,980,530,1001)
ad-heading: Α. ΔΟΥΣΗΣ xyxy=(1122,1007,1270,1039)
section-heading: ΟΙ ΒΑΣΙΛΕΙΣ xyxy=(363,429,445,445)
ad-heading: ΕΛΑΙΟΝ ΚΡΑΝΙΔΙΟΥ xyxy=(1070,1458,1322,1479)
article-paragraph: Κατά τήν συνεδρίασιν ἀπεφασίσθη νά διαμαρτυρηθῶσιν ἐπισήμως διά τοιαῦτα θεάματα καί νά ζητήσωσι τήν ἀπαγόρευσίν των. xyxy=(806,824,1058,885)
ad-brand: LAVILLE xyxy=(1138,1300,1254,1332)
section-heading: ΤΑ ΔΙΑΤΑΓΜΑΤΑ xyxy=(1371,1106,1549,1132)
ad-hours: Ἐκ τῶν ἑσπερινῶν μέχρι τῶν 8 μ. μ. xyxy=(1089,1141,1303,1156)
section-heading: ΤΑ ΑΠΟΤΕΛΕΣΜΑΤΑ ΤΩΝ ΥΠΟΤΡΟΦΙΩΝ xyxy=(848,1237,1016,1268)
article-paragraph: Ὁ γεν. ὑπασπιστής τῆς Α.Μ. εἶπεν εἰς αὐτούς δτι δέν εἶναι δυνατόν νά γίνῃ τοῦτο, διότι εἶναι ἀντίθετον πρός τούς στρατιωτικούς κανονισμούς, καί τούς συνεβούλευσε νά ἀπέλθουν. xyxy=(278,1390,530,1465)
article-paragraph: Ὁ Γεν. ὑπασπιστής κ. Παπαδιαμαντόπουλος, ὑποστράτηγος, τόν ὁποῖον εἴδομεν εἶπεν ὅτι ἐκεῖ μας εἶπεν αὐτούς νά καταναλώσουν τά παράπονα τῶν εἰς τόν Βασιλέα. xyxy=(542,1053,794,1129)
section-heading: ΠΑΡΑ ΤΩ κ. ΠΑΠΑΔΙΑΜΑΝΤΟΠΟΥΛΩ xyxy=(282,1294,526,1310)
article-paragraph: Ἐπίσης διά Παρισίους μέ τήν αὐτήν ἔκπτωσιν. xyxy=(806,1752,1058,1782)
article-paragraph: Οἱ ὑπαξιωματικοί ἠνοήσαν πλέον, δτι ἀπεβαίνουσιν εἰς μάτην αἱ παρακλήσεις των, καί διά τοῦτο ἀπεφάσισαν νά ἀπευθυνθῶσι μόνοι των εἰς τόν Βασιλέα, δπως δήποτε καί ἐάν τό ἐπέτρεπεν ὁ κανονισμός. xyxy=(278,1490,530,1581)
section-heading: Ο ΠΡΟΕΔΡΟΣ xyxy=(856,1022,1008,1048)
last-hour-title: ΤΕΛΕΥΤΑΙΑ ΩΡΑ xyxy=(1334,165,1586,267)
ad-text: Εἰδοποιῶ τούς ἐνδιαφερομένους δτι τήν 10ην Ἰουλίου ἐνεργεῖται πλειστηριασμός ἀκινήτων ἐν τῷ καταστήματι Γ. Χαρώνη κειμένου ἐν τῇ ὁδῷ Ἀθηνᾶς. xyxy=(1070,1359,1322,1435)
ad-heading: ΕΙΔΟΠΟΙΗΣΙΣ xyxy=(1070,1611,1322,1632)
calendar-month: ΙΟΥΛΙΟΣ xyxy=(14,256,73,271)
section-heading: ΟΙ ΒΑΣΙΛΕΙΣ xyxy=(1392,273,1528,298)
article-paragraph: Ἐν τοσούτῳ μέ ὅλον τόν συνωστισμόν οἱ στενοί συγγενεῖς ἐπλησίασαν καί ἀφοῦ ἠσπάσθησαν τόν νεκρόν ἐστάθησαν παρά τόν τάφον τῶν παλαιῶν ἱερέων τοῦ Μητροπολίτου Ἀθηνῶν Προκοπίου Οἰκονόμου. xyxy=(14,1298,266,1389)
fare-row xyxy=(806,1737,1058,1752)
section-heading: ΤΑ ΠΑΓΚΟΣΜΙΑ ΓΡΑΦΕΙΑ ΕΞΟΥ xyxy=(806,1522,1058,1543)
column-6 xyxy=(1334,163,1586,2193)
headline-line-2: ΑΝΤΙΠΕΙΘΑΡΧΙΚΟΝ ΔΙΑΒΗΜΑ xyxy=(321,941,487,976)
ad-signature: Ἰωάννης Σουρίδης xyxy=(1141,815,1251,830)
article-paragraph: Ὅτι τό διάβημα των εἶναι ἀντιπειθαρχικόν καί δτι ἐκάλεσε τόν κ. Φρούραρχον, εἰς τόν ὁποῖον ἐδόθησαν αἱ δέουσαι διαταγαί. xyxy=(542,1130,794,1190)
ad-address: 15 — Ὁδός Πειραιῶς — 15 xyxy=(1117,1156,1275,1171)
calendar-weekday: ΠΑΡΑΣΚΕΥΗ xyxy=(179,256,266,271)
article-paragraph: Ὁ κ. Γεννσάρης πλησιάσας τούς ὑπαξιωματικούς τούς λέγει: xyxy=(542,812,794,842)
ad-signature: Ν.Γ. Καρώνης xyxy=(1154,1436,1238,1451)
article-paragraph: Τά διατάγματα ταῦτα θά τύχουν τῆς ὑπογραφῆς ὁ Βασιλεύς σήμερον ἐντός τῆς ἡμέρας. xyxy=(1334,1239,1586,1284)
section-heading-2: ΤΩΝ ΑΓΓΛΩΝ ΝΑΥΤΩΝ xyxy=(1364,512,1556,532)
ad-heading: ΕΙΔΟΠΟΙΗΣΙΣ xyxy=(1070,729,1322,750)
article-paragraph: Ἀκτανόησαν λοιπόν εἰς τόν ὑπασπιστήν κ. Γ. Παπαδιαμαντόπουλον, ὑποστράτηγον καί τόν παρεκάλεσαν νά μεσολαβήσῃ δπως παρουσιασθῶσιν εἰς τόν Βασιλέα διά νά παραπονεθοῦν. xyxy=(278,1313,530,1388)
section-heading: Η ΕΚΠΛΗΞΙΣ ΤΗΣ ΒΑΣΙΛΙΣΣΗΣ xyxy=(568,262,768,278)
ad-shop: ΤΟ ΝΕΟΝ ΑΓΓΛΙΚΟΝ ΚΑΤΑΣΤΗΜΑ xyxy=(1112,897,1280,929)
article-paragraph: Τό γεγονός γνωστοποιηθέν παρήγαγεν δυσάρεστον αἴσθησιν. xyxy=(1334,781,1586,811)
section-heading: ΤΙ ΕΙΠΟΝ ΕΙΣ ΤΟΝ κ. ΓΕΝΝΣΑΡΗΝ xyxy=(556,732,780,748)
ad-text: Παρακαλοῦμεν τούς εὐπρεπιζομένους τούς προσελθοῦν καί ἐνώσωσι μεθ' ἡμῶν τάς πρός τόν Ὕψιστον δεήσεις των. xyxy=(1070,325,1322,370)
article-paragraph: Χθές μετέβησαν εἰς τό Τατόϊον οἱ ἱερεῖς τῶν Ἀνακτόρων, οἱ ὁποῖοι σήμερον θά τελέσουν τήν συνήθη δοξολογίαν πρίν ἀναχωρήσουν οἱ Βασιλεῖς. xyxy=(1334,400,1586,476)
ad-text: Πωλοῦνται οἰκόπεδα εἰς τά Πατήσια παρά τήν κεντρικήν ὁδόν εἰς τιμάς συμφερούσας. Πληροφορίαι παρά τῷ κ. Ἀθανασίῳ. xyxy=(1070,1635,1322,1695)
article-paragraph: Ἐν τοσούτῳ ἐξέφρασε τήν ἐπιθυμίαν νά ἐξετασθῇ τό ζήτημα. xyxy=(542,1571,794,1602)
section-heading: ΑΙ ΑΝΑΚΡΙΣΕΙΣ xyxy=(881,199,983,215)
article-paragraph: ΚΕΡΚΥΡΑ, 5 Ἰουλίου. Χθές τό μεσονύκτιον εἰς τό προάστειον τοῦ Ἁγίου Ῥόκκου, ἔξωθι τοῦ ἐργοστασίου τοῦ κ. Μαρμαρᾶ, ἐγένετο φρικώδης φόνος. Ὁ ἐργάτης Γεράσιμος Μακρόπουλος ἐφονεύθη ὑπό τοῦ Πέτρου Λαμπρούλου καί τοῦ Ἀλεξάνδρου Ζηση. xyxy=(1334,885,1586,1006)
article-paragraph: Ἡ μεγάλη μελαγχολία, ἥτις ἐκυρίευσεν τόν Προκόπιον εἶχεν ἐπιτήδες ἀποπροσανατολίσει τήν ψυχήν του. Δέν ἤθελε νά ἐμφανίζεται εἰς τόν κόσμον, πολλάκις δέ ἐν ὥρᾳ ἀναγνώσεως ἐπήγαινεν εἰς τόν κῆπον τῆς μονῆς καί ἐκάθητο ὑπό τά δένδρα, ὁμιλῶν περί τῆς ματαιότητος τῶν ἐγκοσμίων. Βεβαιοῦται xyxy=(14,1781,266,1902)
article-paragraph: Πολλάκις ἀπέστελλον ἐκ τῶν Ἀνακτόρων ἀγγελιαφόρον ζητοῦντες πληροφορίας περί τῆς ὑγείας του. xyxy=(278,494,530,539)
ad-text: Ὁ ἰατροχειρουργός Ἀναστάσιος Δούσης ἐκ Βερολίνου εἰδικῶς θεραπεύει τάς παθήσεις τοῦ στόματος καί τῶν γεννητικῶν ὀργάνων (Βλεννόρροια, Σύφιλις), ἀφροδισιακά νοσήματα καί ἀσθενείας τοῦ δέρματος. xyxy=(1070,1049,1322,1140)
ad-date: Ἐν Ἀμαρουσίῳ τῇ 6ῃ Ἰουλίου 1902 xyxy=(1093,371,1299,386)
calendar-day: 5 xyxy=(106,247,146,281)
section-subheading: (ΠΛΑΤΕΙΑ ΣΥΝΤΑΓΜΑΤΟΣ) xyxy=(845,1549,1019,1565)
article-paragraph: Οὕτως ἐξεκίνησεν ἡ πομπή πρός τό νεκροταφεῖον, ὅπου ἡ ἀστυνομία εἶχεν ἤδη ἀποστείλει ἐργάτας τῆς ἵνα τηρήσουν τήν τάξιν. Ὁ ἀστυνόμος κ. Ἀδελίας ἦτο ἐκεῖ καί τήν ἀσφάλειαν αὐτῶν καί συνεκρότει τό συρρεῦσαν ἐκεῖ πλῆθος ὅπως ἀπό τοῦ νεκροταφείου παρελθόν. xyxy=(14,960,266,1067)
article-paragraph: Οἱ δράσται συνελήφθησαν καί ἐκρατήθησαν εἰς τάς φυλακάς. xyxy=(1334,1069,1586,1100)
article-paragraph: Τήν Μ. Τετάρτην ἐλ. ἡ Βασ. Οἰκογένεια ἀπό τοῦ Βασιλέως μέχρι τοῦ πρίγκηπος Χριστοφόρου καί ὁ Διάδοχος μετά τῆς πριγκηπίσσης Σοφίας καί τῶν τέκνων μικρῶν πριγκήπων, ὁ Μ. Δούξ Γεώργιος μετά τῆς Μεγάλης Δουκίσσης Μαρίας, οἵτινες εὑρίσκοντο τότε ἐν Ἀθήναις, ὁ Ὕπατος Ἁρμοστής τῆς Κρήτης Γεώργιος εὑρισκόμενος ἐπίσης ἐν Ἀθήναις, δλοι μετέβησαν καί ἐξεφώνησαν λόγους συλλυπητηρίους. xyxy=(278,540,530,707)
calendar-lunar xyxy=(14,282,266,298)
article-paragraph: Ἐκ τῆς ἐξακριβωθείσης ἀνακρίσεως προκύπτει, δτι ὁ Λαμπρούλος εἶχε συμφέροντα μέ τόν θύμα. xyxy=(1334,1008,1586,1068)
article-paragraph: Χάριν τῆς ἐκθέσεως τοῦ Τουρίνου ἐκδίδουσι εἰσιτήρια μέ μεγάλην ἔκπτωσιν εἰς Ἀθήνας, Πάτρας, Βρινδήσιον, Ῥώμην, Πίζαν, Γένοβα, Τουρῖνον καί ἐπιστροφήν εἰς τάς αὐτάς προσαγείσεις. xyxy=(806,1567,1058,1643)
ad-heading: ΔΙΑ ΤΟΥΣ ΕΠΙΣΤΡΑΤΕΥΜΑΤΙΑΣ ΑΘΗΝΩΝ xyxy=(1070,561,1322,597)
article-paragraph: — Δέν ἀνέχομαι νά λαμβάνουν τά παράπονά των πρός τόν Βασιλέα. xyxy=(542,1455,794,1485)
article-paragraph: Ὁ διευθυντής τῆς Ἀστυνομίας κ. Γεννσάρης προετοιμάζει τοῦ γενομένου θορύβου διά τάς παραστάσεις τοῦ θεάτρου «Ἀλάμπρα» ἀπηγόρευσεν ὁριστικῶς τήν ἐπανάληψιν τῆς παραστάσεως ταύτης ἐν θεάτρῳ «Ἀδάμπρα». xyxy=(806,509,1058,616)
article-paragraph: — Μεγαλειότατε ἐρχόμεθα νά σᾶς ὑποβάλωμεν εὐλαβῶς τά παράπονά μας. xyxy=(542,179,794,209)
ad-heading: ΕΚΔΟΣΙΣ xyxy=(1161,1175,1231,1193)
ad-signature: Ἐκ τοῦ γραφείου τοῦ β' καί δ' Ὑποταμείου Ἀθηνῶν. xyxy=(1071,692,1321,722)
column-5-ads xyxy=(1070,163,1322,2193)
article-paragraph: Ἠ πρότασις αὕτη δεν ἐγένετο δεκτή ὑπό τοῦ Ὑπουργείου τῶν Στρατιωτικῶν, εὑρεθέντος δτι δέν ἐπλήρουν τάς ἀπαιτουμένας προϋποθέσεις. Ἐκ τούτου δυσαρεστηθέντες οἱ πέντε οὗτοι ἀπεφάσισαν νά ἀποταθῶσιν αὐτοπροσώπως πρός τόν Βασιλέα. xyxy=(278,1182,530,1288)
ad-text: Πρώτην φοράν ἔρχεται εἰς Ἀθήνας καθαρόν ἔλαιον Κρανιδίου, τό ἐπιτυχέστερον διά τήν πολυτελῆ τράπεζαν, κατανάλωσιν μέχρι τῆς 20 Ἰουλίου εἰς τιμήν λογικήν. xyxy=(1070,1482,1322,1558)
section-heading: ΤΩΝ ΕΝ ΚΑΛΑΜΑΙΣ ΠΡΩΤΟΔΙΚΩΝ xyxy=(806,1054,1058,1075)
